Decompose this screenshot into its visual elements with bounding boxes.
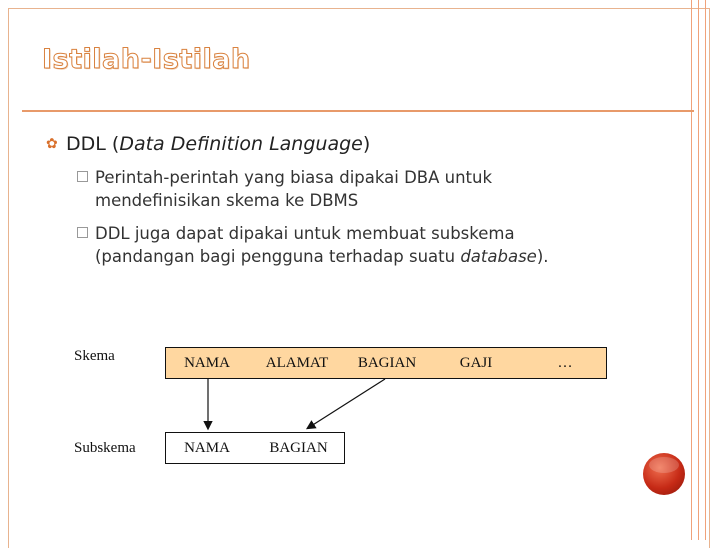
arrow-bagian [308,379,385,428]
sub-item-line: mendefinisikan skema ke DBMS [95,191,359,210]
skema-field: NAMA [184,354,230,371]
bullet-icon: ✿ [46,136,58,152]
sub-item-line: DDL juga dapat dipakai untuk membuat subskema [95,224,515,243]
skema-field: GAJI [459,354,493,371]
subskema-field: BAGIAN [269,439,328,456]
subskema-field: NAMA [184,439,230,456]
sub-item-line: (pandangan bagi pengguna terhadap suatu database). [95,247,549,266]
slide-title: Istilah-Istilah [42,44,251,75]
skema-label: Skema [74,348,115,364]
subskema-label: Subskema [74,440,136,456]
skema-field: ALAMAT [265,354,329,371]
sub-item-line: Perintah-perintah yang biasa dipakai DBA untuk [95,168,493,187]
decorative-orb [643,453,685,495]
skema-field: … [557,354,573,371]
bullet-text: DDL (Data Definition Language) [66,133,371,155]
skema-field: BAGIAN [357,354,417,371]
